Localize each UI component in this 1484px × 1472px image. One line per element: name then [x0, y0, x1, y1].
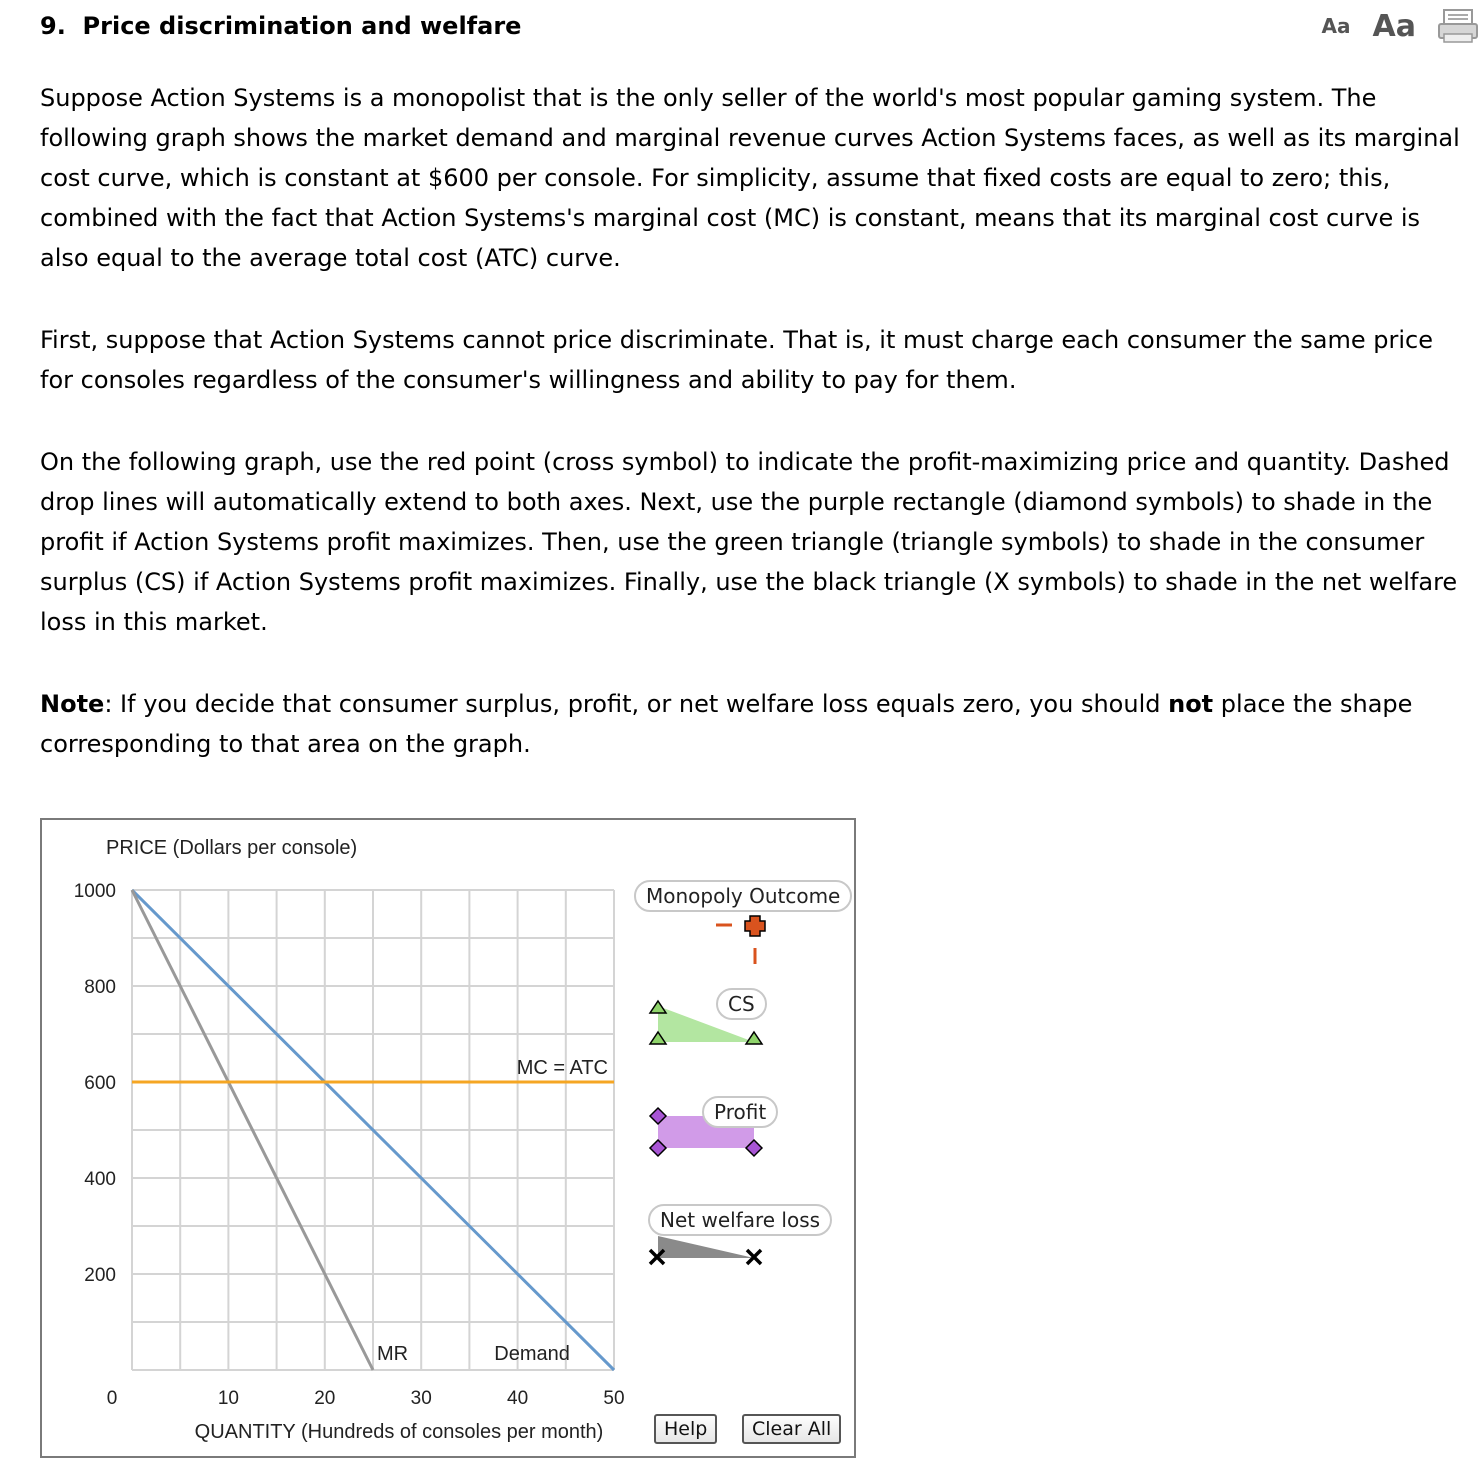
print-icon[interactable] [1438, 8, 1478, 44]
question-title-text: Price discrimination and welfare [82, 12, 522, 40]
x-tick-label: 10 [217, 1388, 239, 1409]
net-welfare-loss-tool[interactable] [650, 1236, 761, 1264]
y-tick-label: 1000 [73, 881, 116, 902]
chart-svg[interactable] [42, 820, 854, 1456]
x-tick-label: 40 [507, 1388, 529, 1409]
x-axis-label: QUANTITY (Hundreds of consoles per month) [194, 1421, 604, 1443]
chart-ticks [74, 881, 625, 1409]
x-tick-label: 20 [314, 1388, 336, 1409]
clear-all-button[interactable]: Clear All [742, 1414, 841, 1444]
x-tick-label: 30 [410, 1388, 432, 1409]
mr-label: MR [377, 1343, 409, 1365]
monopoly-outcome-button[interactable]: Monopoly Outcome [634, 880, 852, 912]
triangle-icon [746, 1032, 762, 1044]
note-paragraph [40, 684, 1470, 764]
y-axis-label: PRICE (Dollars per console) [106, 837, 358, 859]
toolbar [1322, 8, 1478, 44]
cross-icon [745, 916, 765, 936]
note-bold-not: not [1168, 690, 1214, 718]
cs-button[interactable]: CS [716, 988, 767, 1020]
question-title [40, 12, 521, 40]
y-tick-label: 400 [84, 1169, 116, 1190]
intro-paragraph: Suppose Action Systems is a monopolist that is the only seller of the world's most popular gaming system. The following graph shows the market demand and marginal revenue curves Action Systems faces, as well as its marginal cost curve, which is constant at $600 per console. For simplicity, assume that fixed costs are equal to zero; this, combined with the fact that Action Systems's marginal cost (MC) is constant, means that its marginal cost curve is also equal to the average total cost (ATC) curve. [40, 84, 1460, 272]
question-number: 9. [40, 12, 66, 40]
x-tick-label: 0 [106, 1388, 118, 1409]
mc-atc-label: MC = ATC [516, 1057, 608, 1079]
x-tick-label: 50 [603, 1388, 625, 1409]
monopoly-outcome-tool[interactable] [716, 916, 765, 964]
nwl-triangle-shape [658, 1236, 754, 1258]
font-increase-button[interactable]: Aa [1372, 8, 1416, 44]
net-welfare-loss-button[interactable]: Net welfare loss [648, 1204, 832, 1236]
instructions-paragraph: On the following graph, use the red point (cross symbol) to indicate the profit-maximizing price and quantity. Dashed drop lines will automatically extend to both axes. Next, use the purple rectangle (diamond symbols) to shade in the profit if Action Systems profit maximizes. Then, use the green triangle (triangle symbols) to shade in the consumer surplus (CS) if Action Systems profit maximizes. Finally, use the black triangle (X symbols) to shade in the net welfare loss in this market. [40, 448, 1458, 636]
triangle-icon [650, 1001, 666, 1013]
font-decrease-button[interactable]: Aa [1321, 14, 1351, 38]
help-button[interactable]: Help [654, 1414, 717, 1444]
graph-panel [40, 818, 856, 1458]
note-text-a: : If you decide that consumer surplus, profit, or net welfare loss equals zero, you should [104, 690, 1169, 718]
y-tick-label: 600 [84, 1073, 116, 1094]
profit-button[interactable]: Profit [702, 1096, 778, 1128]
demand-label: Demand [494, 1343, 570, 1365]
y-tick-label: 200 [84, 1265, 116, 1286]
note-label: Note [40, 690, 105, 718]
y-tick-label: 800 [84, 977, 116, 998]
assumption-paragraph: First, suppose that Action Systems cannot price discriminate. That is, it must charge each consumer the same price for consoles regardless of the consumer's willingness and ability to pay for them. [40, 326, 1434, 394]
note-text-b: place the shape corresponding to that area on the graph. [40, 690, 1413, 758]
